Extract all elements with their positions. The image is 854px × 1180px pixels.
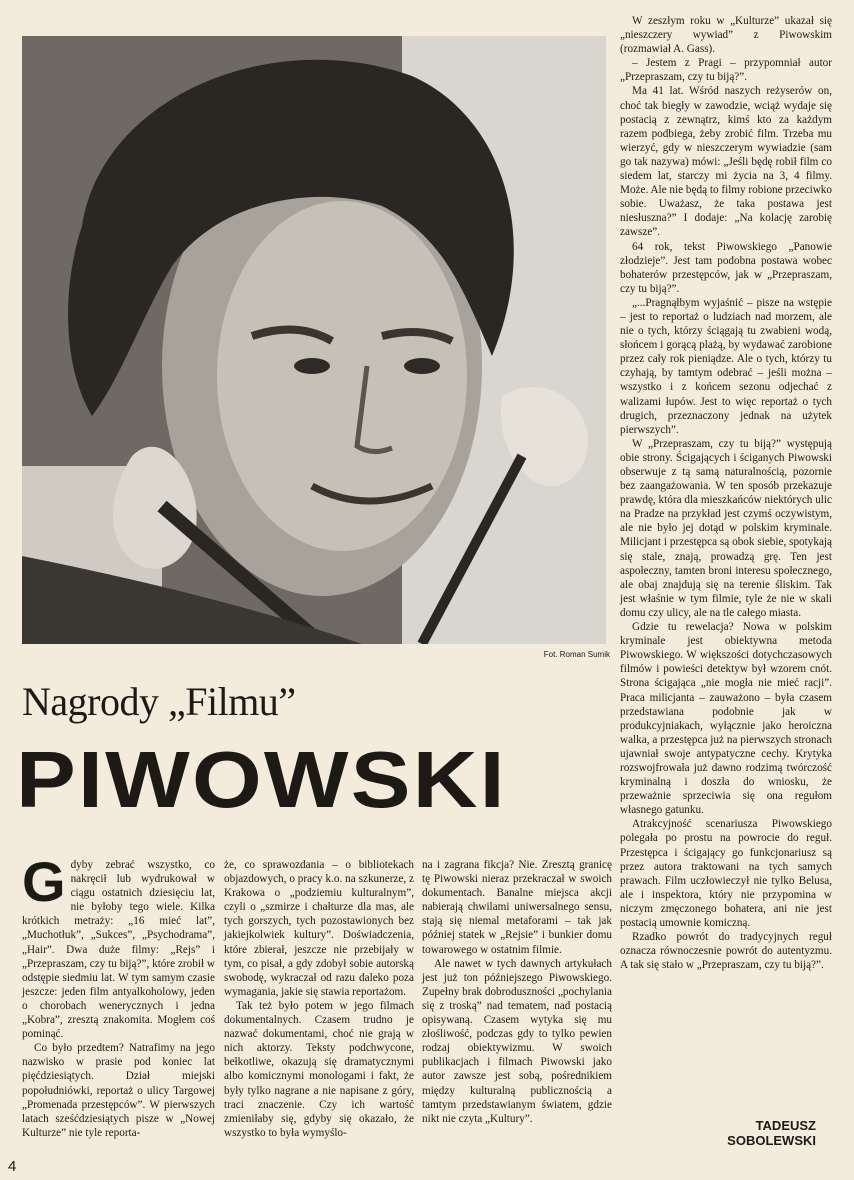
paragraph: Atrakcyjność scenariusza Piwowskiego polegała po prostu na powrocie do reguł. Przestępca i ścigający go funkcjonariusz są przez autora traktowani na tych samych prawach. Film uczłowieczył nie tylko Belusa, ale i inspektora, który nie przypomina w niczym zmęczonego bohatera, ani nie jest postacią umownie komiczną. xyxy=(620,818,832,929)
paragraph: Co było przedtem? Natrafimy na jego nazwisko w prasie pod koniec lat pięćdziesiątych. Dział miejski popołudniówki, reportaż o ulicy Targowej „Promenada przestępców”. W pierwszych latach sześćdziesiątych pisze w „Nowej Kulturze” nie tyle reporta- xyxy=(22,1042,215,1139)
text-column-2 xyxy=(224,858,414,1140)
paragraph xyxy=(22,850,215,1041)
paragraph: na i zagrana fikcja? Nie. Zresztą granicę tę Piwowski nieraz przekraczał w swoich dokumentach. Banalne miejsca akcji nabierają chwilami uniwersalnego sensu, stają się niemal metaforami – tak jak później statek w „Rejsie” i bunkier domu towarowego w ostatnim filmie. xyxy=(422,859,612,956)
paragraph: W „Przepraszam, czy tu biją?” występują obie strony. Ścigających i ściganych Piwowski obserwuje z tą samą naturalnością, pozornie bez zaangażowania. W ten sposób przekazuje prawdę, która dla mieszkańców niektórych ulic na Pradze na przykład jest czymś oczywistym, ale nie było jej dotąd w polskim kryminale. Milicjant i przestępca są obok siebie, spotykają się stale, znają, prowadzą grę. Ten jest aspołeczny, tamten broni interesu społecznego, ale obaj znajdują się na terenie śliskim. Tak jest właśnie w tym filmie, tyle że nie w skali domu czy ulicy, ale na tle całego miasta. xyxy=(620,437,832,619)
article-headline: PIWOWSKI xyxy=(16,735,507,824)
portrait-illustration xyxy=(22,36,606,644)
drop-cap: G xyxy=(22,850,66,913)
paragraph: Tak też było potem w jego filmach dokumentalnych. Czasem trudno je nazwać dokumentami, choć nie grają w nich aktorzy. Teksty podchwycone, bełkotliwe, okazują się dramatycznymi albo komicznymi monologami i fakt, że były tylko nagrane a nie napisane z góry, traci znaczenie. Czy ich wartość zmieniłaby się, gdyby się okazało, że wszystko to była wymyślo- xyxy=(224,999,414,1139)
text-column-3 xyxy=(422,858,612,1126)
paragraph: W zeszłym roku w „Kulturze” ukazał się „nieszczery wywiad” z Piwowskim (rozmawiał A. Gass). xyxy=(620,15,832,56)
author-last-name: SOBOLEWSKI xyxy=(727,1133,816,1148)
photo-credit: Fot. Roman Sumik xyxy=(543,650,610,659)
paragraph: – Jestem z Pragi – przypomniał autor „Przepraszam, czy tu biją?”. xyxy=(620,57,832,84)
paragraph: Ma 41 lat. Wśród naszych reżyserów on, choć tak biegły w zawodzie, wciąż wydaje się postacią z zewnątrz, kimś kto za każdym razem podbiega, żeby zrobić film. Trzeba mu wierzyć, gdy w nieszczerym wywiadzie (sam go tak nazywa) mówi: „Jeśli będę robił film co siedem lat, starczy mi życia na 3, 4 filmy. Może. Ale nie będą to filmy robione przeciwko sobie. Uważasz, że taka postawa jest niesłuszna?” I dodaje: „Na kolację zarobię zawsze”. xyxy=(620,85,832,239)
page-number: 4 xyxy=(8,1158,17,1175)
author-first-name: TADEUSZ xyxy=(755,1118,816,1133)
portrait-photo xyxy=(22,36,606,644)
text-column-1 xyxy=(22,850,215,1140)
paragraph: Rzadko powrót do tradycyjnych reguł oznacza równoczesnie powrót do autentyzmu. A tak się stało w „Przepraszam, czy tu biją?”. xyxy=(620,931,832,972)
paragraph: że, co sprawozdania – o bibliotekach objazdowych, o pracy k.o. na szkunerze, z Krakowa o „podziemiu kulturalnym”, czyli o „szmirze i chałturze dla mas, ale tych gorszych, tych pozostawionych bez jakiejkolwiek kultury”. Doświadczenia, które zbierał, jeszcze nie przebijały w tym, co pisał, a gdy zdobył sobie autorską swobodę, wykraczał od razu daleko poza wymagania, jakie się stawia reportażom. xyxy=(224,859,414,998)
paragraph: 64 rok, tekst Piwowskiego „Panowie złodzieje”. Jest tam podobna postawa wobec bohaterów przestępców, jak w „Przepraszam, czy tu biją?”. xyxy=(620,240,832,295)
author-byline xyxy=(700,1118,816,1148)
paragraph: Gdzie tu rewelacja? Nowa w polskim kryminale jest obiektywna metoda Piwowskiego. W większości dotychczasowych filmów i powieści detektyw był wzorem cnót. Strona ścigająca „nie mogła nie mieć racji”. Praca milicjanta – zauważono – była czasem przedstawiana podobnie jak w produkcyjniakach, wyłącznie jako heroiczna walka, a przestępca już na pierwszych stronach ujawniał swoje antypatyczne cechy. Krytyka rozswojfrowała już dawno rodzimą twórczość kryminalną i doszła do wniosku, że przeważnie sprzeciwia się ona regułom własnego gatunku. xyxy=(620,621,832,817)
paragraph: „...Pragnąłbym wyjaśnić – pisze na wstępie – jest to reportaż o ludziach nad morzem, ale nie o tych, którzy ściągają tu zwabieni wodą, słońcem i gorącą plażą, by wydawać zarobione przez cały rok pieniądze. Ale o tych, którzy tu czyhają, by tamtym odebrać – jeśli można – wszystko i z końcem sezonu odjechać z walizami łupów. Jest to więc reportaż o tych drugich, przeznaczony jednak na użytek pierwszych”. xyxy=(620,296,832,436)
paragraph: Ale nawet w tych dawnych artykułach jest już ton późniejszego Piwowskiego. Zupełny brak dobroduszności „pochylania się z troską” nad tematem, nad postacią opisywaną. Czasem wytyka się mu złośliwość, podczas gdy to tylko pewien rodzaj obiektywizmu. W swoich publikacjach i filmach Piwowski jako autor zawsze jest sobą, pośrednikiem między kulturalną publicznością a tamtym przedstawianym światem, gdzie nikt nie czyta „Kultury”. xyxy=(422,957,612,1125)
paragraph-text: dyby zebrać wszystko, co nakręcił lub wydrukował w ciągu ostatnich dziesięciu lat, nie byłoby tego wiele. Kilka krótkich metraży: „16 mieć lat”, „Muchotłuk”, „Sukces”, „Psychodrama”, „Hair”. Dwa duże filmy: „Rejs” i „Przepraszam, czy tu biją?”, które zrobił w odstępie siedmiu lat. W tym samym czasie jeszcze: jeden film antyalkoholowy, jeden o chorobach wenerycznych i jedna „Kobra”, zresztą znakomita. Mogłem coś pominąć. xyxy=(22,859,215,1041)
article-kicker: Nagrody „Filmu” xyxy=(22,679,296,724)
text-column-4 xyxy=(620,14,832,972)
